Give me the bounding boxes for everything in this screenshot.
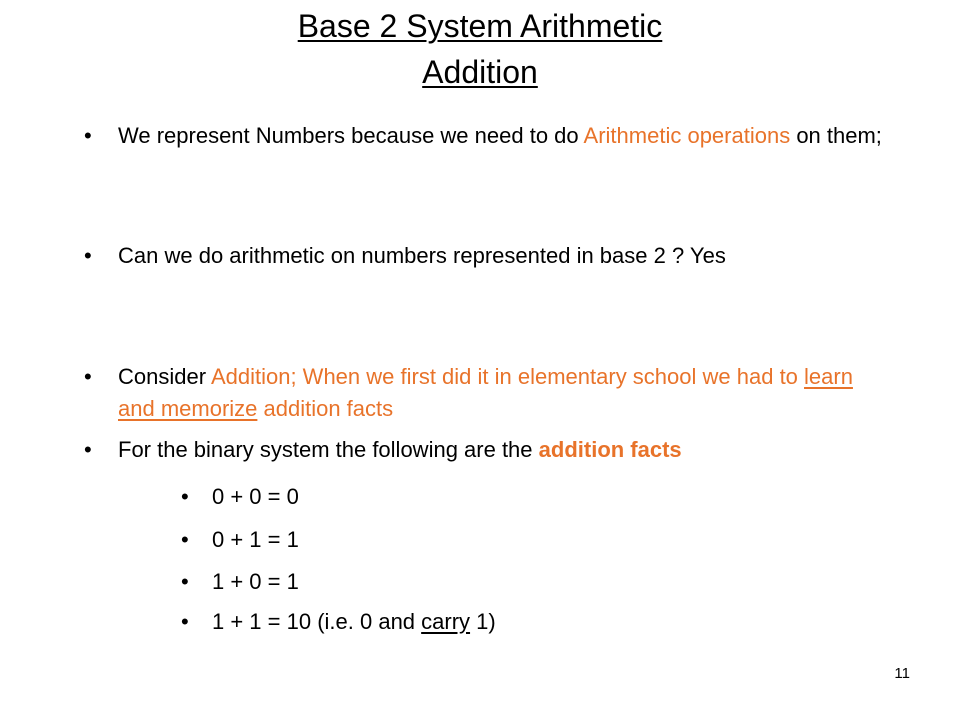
- fact-text: 1 + 0 = 1: [212, 569, 299, 594]
- bullet-text: [118, 434, 884, 466]
- highlight-arithmetic-operations: Arithmetic operations: [583, 123, 791, 148]
- bullet-base2-question: [84, 240, 884, 304]
- bullet-dot: •: [84, 243, 92, 268]
- slide-subtitle: Addition: [422, 54, 538, 90]
- highlight-learn-and-memorize: learn and memorize: [118, 364, 853, 421]
- fact-text: [212, 606, 496, 638]
- bullet-text: [118, 120, 884, 152]
- bullet-dot: •: [181, 569, 189, 594]
- bullet-dot: •: [181, 527, 189, 552]
- bullet-dot: •: [84, 364, 92, 389]
- bullet-text-part: We represent Numbers because we need to do: [118, 123, 584, 148]
- page-number: 11: [894, 665, 910, 682]
- bullet-dot: •: [181, 484, 189, 509]
- fact-text: 0 + 1 = 1: [212, 527, 299, 552]
- bullet-consider-addition: [84, 361, 884, 425]
- bullet-dot: •: [84, 437, 92, 462]
- bullet-text-part: For the binary system the following are the: [118, 437, 539, 462]
- highlight-addition-facts-phrase: addition facts: [257, 396, 394, 421]
- fact-text-part: 1): [470, 609, 496, 634]
- bullet-text: [118, 361, 884, 425]
- bullet-text: Can we do arithmetic on numbers represented in base 2 ? Yes: [118, 243, 726, 268]
- fact-text: 0 + 0 = 0: [212, 484, 299, 509]
- slide-title: Base 2 System Arithmetic: [297, 8, 663, 44]
- bullet-binary-addition-facts: [84, 434, 884, 466]
- bullet-dot: •: [181, 609, 189, 634]
- highlight-addition: Addition; When we first did it in elementary school we had to: [210, 364, 805, 389]
- bullet-dot: •: [84, 123, 92, 148]
- bullet-arithmetic-operations: [84, 120, 884, 184]
- bullet-text-part: on them;: [790, 123, 882, 148]
- bullet-text-part: Consider: [118, 364, 211, 389]
- carry-word: carry: [421, 609, 471, 634]
- fact-text-part: 1 + 1 = 10 (i.e. 0 and: [212, 609, 422, 634]
- highlight-addition-facts: addition facts: [538, 437, 682, 462]
